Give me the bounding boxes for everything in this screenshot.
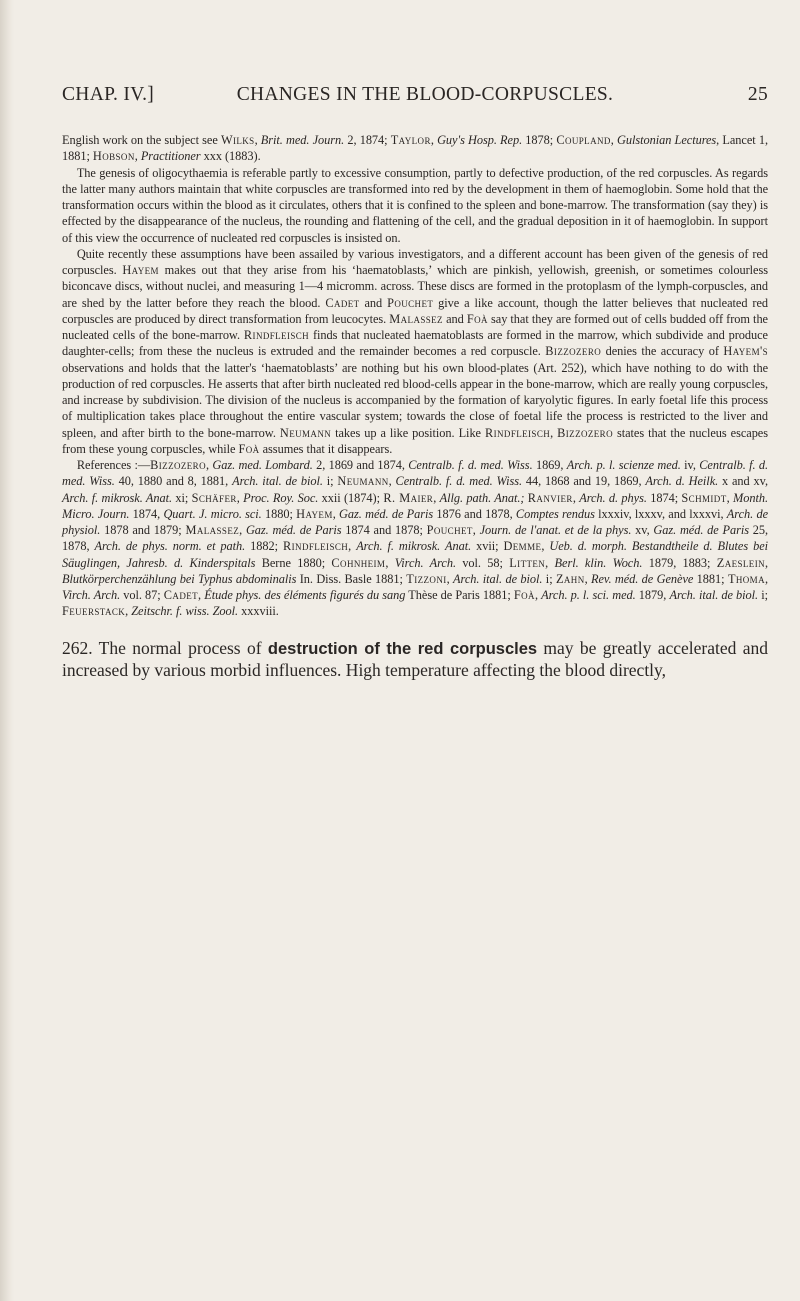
reference-text: , [534, 588, 542, 602]
reference-text: 2, 1869 and 1874, [312, 458, 409, 472]
reference-text: , [433, 490, 440, 505]
journal-title: Gaz. méd. de Paris [339, 506, 434, 521]
reference-text: xv, [631, 523, 654, 537]
reference-text: , [388, 474, 396, 489]
reference-text: , [239, 523, 246, 537]
page [62, 84, 768, 681]
journal-title: Arch. p. l. scienze med. [566, 458, 681, 472]
journal-title: Étude phys. des éléments figurés du sang [204, 588, 406, 602]
reference-text: , [205, 458, 213, 472]
author-name: Bizzozero [150, 458, 206, 472]
reference-text: 1874, [129, 506, 164, 521]
reference-text: , [726, 490, 733, 505]
reference-text: 1880; [261, 506, 297, 521]
author-name: Zaeslein [716, 555, 765, 570]
reference-text: , [572, 490, 580, 505]
reference-text: 1879, [635, 588, 670, 602]
reference-text: vol. 87; [120, 588, 164, 602]
reference-text: 1874 and 1878; [341, 523, 427, 537]
reference-text: 1878 and 1879; [100, 523, 186, 537]
running-head [62, 84, 768, 106]
author-name: Cadet [163, 588, 199, 602]
reference-text: x and xv, [718, 474, 769, 489]
journal-title: Arch. de physiol. [62, 506, 768, 537]
author-name: Rindfleisch [243, 328, 310, 342]
reference-text: iv, [680, 458, 700, 472]
journal-title: Month. Micro. Journ. [62, 490, 768, 521]
journal-title: Zeitschr. f. wiss. Zool. [131, 604, 239, 619]
journal-title: Comptes rendus [515, 506, 595, 521]
section-heading-bold: destruction of the red corpuscles [267, 639, 538, 658]
author-name: Rindfleisch [283, 539, 349, 554]
journal-title: Gaz. med. Lombard. [212, 458, 313, 472]
reference-text: lxxxiv, lxxxv, and lxxxvi, [594, 506, 727, 521]
journal-title: Arch. d. Heilk. [645, 474, 719, 489]
page-title: CHANGES IN THE BLOOD-CORPUSCLES. [236, 84, 614, 105]
page-number: 25 [747, 84, 768, 105]
section-262-paragraph: 262. The normal process of destruction of the red corpuscles may be greatly accelerated and increased by various morbid influences. High temperature affecting the blood directly, [62, 637, 768, 680]
author-name: Zahn [555, 571, 585, 586]
journal-title: Journ. de l'anat. et de la phys. [479, 523, 632, 537]
journal-title: Arch. f. mikrosk. Anat. [62, 490, 173, 505]
journal-title: Practitioner [140, 149, 201, 164]
author-name: Litten [509, 555, 546, 570]
journal-title: Arch. ital. de biol. [669, 588, 759, 602]
journal-title: Virch. Arch. [62, 588, 121, 602]
journal-title: Proc. Roy. Soc. [243, 490, 319, 505]
author-name: Cohnheim [331, 555, 386, 570]
author-name: Thoma [727, 571, 765, 586]
reference-text: , [198, 588, 205, 602]
author-name: Coupland [556, 133, 611, 147]
author-name: Rindfleisch [484, 425, 551, 440]
reference-text: , [348, 539, 357, 554]
reference-text: 1882; [245, 539, 284, 554]
journal-title: Blutkörperchenzählung bei Typhus abdominalis [62, 571, 297, 586]
reference-text: xxii (1874); [318, 490, 384, 505]
author-name: Neumann [279, 425, 332, 440]
journal-title: Arch. de phys. norm. et path. [94, 539, 246, 554]
reference-text: Thèse de Paris 1881; [405, 588, 514, 602]
references-paragraph [62, 457, 768, 620]
journal-title: Centralb. f. d. med. Wiss. [62, 458, 768, 489]
reference-text: Berne 1880; [255, 555, 332, 570]
paragraph-investigators: Quite recently these assumptions have been assailed by various investigators, and a different account has been given of the genesis of red corpuscles. Hayem makes out that they arise from his ‘haematoblasts,’ which are pinkish, yellowish, greenish, or sometimes colourless biconcave discs, without nuclei, and measuring 1—4 micromm. across. These discs are formed in the protoplasm of the lymph-corpuscles, and are shed by the latter before they reach the blood. Cadet and Pouchet give a like account, though the latter believes that nucleated red corpuscles are produced by direct transformation from leucocytes. Malassez and Foà say that they are formed out of cells budded off from the nucleated cells of the bone-marrow. Rindfleisch finds that nucleated haematoblasts are formed in the marrow, which subdivide and produce daughter-cells; from these the nucleus is extruded and the remainder becomes a red corpuscle. Bizzozero denies the accuracy of Hayem's observations and holds that the latter's ‘haematoblasts’ are nothing but his own blood-plates (Art. 252), which have nothing to do with the production of red corpuscles. He asserts that after birth nucleated red blood-cells appear in the bone-marrow, which are really young corpuscles, and increase by subdivision. The division of the nucleus is accompanied by the formation of karyolytic figures. In early foetal life this process of multiplication takes place throughout the entire vascular system; towards the close of foetal life the process is restricted to the liver and spleen, and after birth to the bone-marrow. Neumann takes up a like position. Like Rindfleisch, Bizzozero states that the nucleus escapes from these young corpuscles, while Foà assumes that it disappears. [62, 246, 769, 456]
reference-text: , [236, 490, 244, 505]
author-name: Bizzozero [557, 425, 613, 440]
journal-title: Rev. méd. de Genève [591, 571, 694, 586]
author-name: Cadet [325, 295, 360, 310]
reference-text: 40, 1880 and 8, 1881, [114, 474, 233, 489]
reference-text: , [332, 506, 340, 521]
journal-title: Arch. p. l. sci. med. [541, 588, 636, 602]
book-spine-shadow [0, 0, 14, 1301]
reference-text: i; [758, 588, 768, 602]
reference-text: , [764, 571, 769, 586]
reference-text: 44, 1868 and 19, 1869, [522, 474, 646, 489]
reference-text: , [472, 523, 480, 537]
reference-continuation: English work on the subject see Wilks, Brit. med. Journ. 2, 1874; Taylor, Guy's Hosp. Rep. 1878; Coupland, Gulstonian Lectures, Lancet 1, 1881; Hobson, Practitioner xxx (1883). [62, 133, 768, 164]
reference-text: References :— [76, 458, 151, 472]
reference-text: 1874; [646, 490, 682, 505]
reference-text: , [764, 555, 769, 570]
journal-title: Ueb. d. morph. Bestandtheile d. Blutes bei Säuglingen, Jahresb. d. Kinderspitals [62, 539, 769, 570]
author-name: Hayem [296, 506, 333, 521]
author-name: Hayem's [723, 344, 769, 359]
reference-text: 25, 1878, [62, 523, 769, 554]
reference-text: i; [542, 571, 556, 586]
author-name: Taylor [390, 133, 431, 147]
reference-text: xxxviii. [238, 604, 279, 619]
reference-text: xvii; [471, 539, 504, 554]
author-name: Bizzozero [545, 344, 602, 359]
journal-title: Arch. ital. de biol. [453, 571, 543, 586]
author-name: Pouchet [387, 295, 434, 310]
reference-text: xi; [172, 490, 192, 505]
reference-text: i; [322, 474, 338, 489]
author-name: Tizzoni [406, 571, 447, 586]
journal-title: Arch. f. mikrosk. Anat. [356, 539, 472, 554]
journal-title: Brit. med. Journ. [260, 133, 345, 147]
author-name: Pouchet [426, 523, 473, 537]
author-name: Malassez [185, 523, 240, 537]
journal-title: Berl. klin. Woch. [554, 555, 643, 570]
author-name: Schmidt [681, 490, 727, 505]
author-name: Hobson [92, 149, 135, 164]
author-name: Schäfer [191, 490, 237, 505]
journal-title: Gulstonian Lectures [616, 133, 717, 147]
reference-text: 1879, 1883; [642, 555, 717, 570]
reference-text: vol. 58; [456, 555, 510, 570]
author-name: Demme [503, 539, 542, 554]
author-name: Feuerstack [62, 604, 126, 619]
journal-title: Centralb. f. d. med. Wiss. [408, 458, 533, 472]
journal-title: Arch. ital. de biol. [232, 474, 323, 489]
author-name: Foà [513, 588, 535, 602]
journal-title: Gaz. méd. de Paris [245, 523, 342, 537]
section-number: 262. [62, 637, 93, 658]
reference-text: , [446, 571, 454, 586]
author-name: Ranvier [527, 490, 573, 505]
author-name: R. Maier [383, 490, 434, 505]
reference-text: 1881; [693, 571, 728, 586]
reference-text: , [385, 555, 395, 570]
reference-text: , [541, 539, 550, 554]
journal-title: Allg. path. Anat.; [439, 490, 525, 505]
small-print-block [62, 132, 768, 620]
chapter-label: CHAP. IV.] [62, 84, 155, 105]
reference-text: 1876 and 1878, [433, 506, 516, 521]
author-name: Foà [238, 441, 260, 456]
author-name: Foà [466, 311, 488, 326]
author-name: Neumann [337, 474, 389, 489]
section-262 [62, 638, 768, 681]
paragraph-genesis: The genesis of oligocythaemia is referable partly to excessive consumption, partly to defective production, of the red corpuscles. As regards the latter many authors maintain that white corpuscles are transformed into red by the development in them of haemoglobin. Some hold that the transformation occurs within the blood as it circulates, others that it is confined to the spleen and bone-marrow. The transformation (say they) is effected by the disappearance of the nucleus, the rounding and flattening of the cell, and the gradual deposition in it of haemoglobin. In support of this view the occurrence of nucleated red corpuscles is insisted on. [62, 165, 768, 245]
author-name: Malassez [389, 311, 443, 326]
reference-text: 1869, [532, 458, 567, 472]
journal-title: Quart. J. micro. sci. [163, 506, 262, 521]
journal-title: Gaz. méd. de Paris [653, 523, 749, 537]
reference-text: In. Diss. Basle 1881; [296, 571, 407, 586]
journal-title: Guy's Hosp. Rep. [437, 133, 523, 147]
reference-text: , [584, 571, 592, 586]
journal-title: Virch. Arch. [394, 555, 456, 570]
journal-title: Centralb. f. d. med. Wiss. [395, 474, 522, 489]
author-name: Wilks [220, 133, 255, 147]
journal-title: Arch. d. phys. [579, 490, 647, 505]
reference-text: , [125, 604, 132, 619]
reference-text: , [545, 555, 555, 570]
author-name: Hayem [122, 263, 159, 277]
